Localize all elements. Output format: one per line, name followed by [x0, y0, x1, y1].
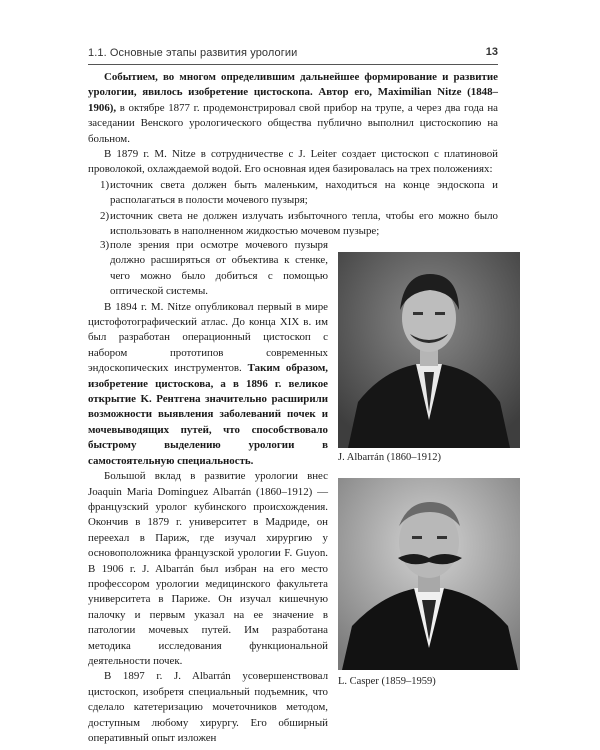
list-item: 2) источник света не должен излучать избыточного тепла, чтобы его можно было использовать в наполненном жидкостью мочевом пузыре; — [100, 209, 498, 238]
paragraph-1879: В 1879 г. M. Nitze в сотрудничестве с J. Leiter создает цистоскоп с платиновой проволокой, охлаждаемой водой. Его основная идея базировалась на трех положениях: — [88, 148, 498, 176]
conditions-list — [88, 178, 498, 240]
para-1894-bold: Таким образом, изобретение цистоскова, а в 1896 г. великое открытие K. Рентгена значительно расширили возможности выявления заболеваний почек и мочевыводящих путей, что способствовало быстрому выделению урологии в самостоятельную специальность. — [88, 362, 329, 467]
intro-bold: Событием, во многом определившим дальнейшее формирование и развитие урологии, явилось изобретение цистоскопа. Автор его, Maximilian Nitze (1848–1906), — [88, 71, 498, 114]
running-header — [88, 44, 498, 65]
list-item: 1) источник света должен быть маленьким, находиться на конце эндоскопа и располагаться в полости мочевого пузыря; — [100, 178, 498, 207]
paragraph-1897: В 1897 г. J. Albarrán усовершенствовал цистоскоп, изобретя специальный подъемник, что сделало катетеризацию мочеточников методом, доступным любому хирургу. Его обширный оперативный опыт изложен — [88, 670, 328, 744]
conditions-list-cont — [88, 238, 328, 300]
casper-portrait-photo — [338, 478, 520, 670]
albarran-caption: J. Albarrán (1860–1912) — [338, 452, 441, 463]
casper-caption: L. Casper (1859–1959) — [338, 676, 436, 687]
list-item: 3) поле зрения при осмотре мочевого пузыря должно расширяться от объектива к стенке, чего можно было добиться с помощью оптической системы. — [100, 239, 328, 298]
text-block-left — [88, 238, 328, 746]
intro-paragraph — [88, 70, 498, 147]
paragraph-albarran: Большой вклад в развитие урологии внес Joaquin Maria Dominguez Albarrán (1860–1912) — французский уролог кубинского происхождения. Окончив в 1879 г. университет в Мадриде, он переехал в Париж, где изучал хирургию у основоположника французской урологии F. Guyon. В 1906 г. J. Albarrán был избран на его место профессором урологии медицинского факультета университета в Париже. Он изучал кишечную палочку и первым указал на ее значение в патологии мочевых путей. Им разработана методика исследования функциональной деятельности почек. — [88, 470, 328, 667]
page-number: 13 — [485, 46, 498, 58]
albarran-portrait-photo — [338, 252, 520, 448]
intro-normal: в октябре 1877 г. продемонстрировал свой прибор на трупе, а через два года на заседании Венского урологического общества публично выполнил цистоскопию на больном. — [88, 101, 498, 145]
portrait-illustration-icon — [338, 478, 520, 670]
portrait-illustration-icon — [338, 252, 520, 448]
paragraph-1894 — [88, 300, 328, 469]
text-block-top — [88, 70, 498, 239]
chapter-title: 1.1. Основные этапы развития урологии — [88, 47, 298, 59]
para-1894-normal: В 1894 г. M. Nitze опубликовал первый в мире цистофотографический атлас. До конца XIX в. им был разработан операционный цистоскоп с набором прототипов современных эндоскопических инструментов. — [88, 300, 328, 375]
